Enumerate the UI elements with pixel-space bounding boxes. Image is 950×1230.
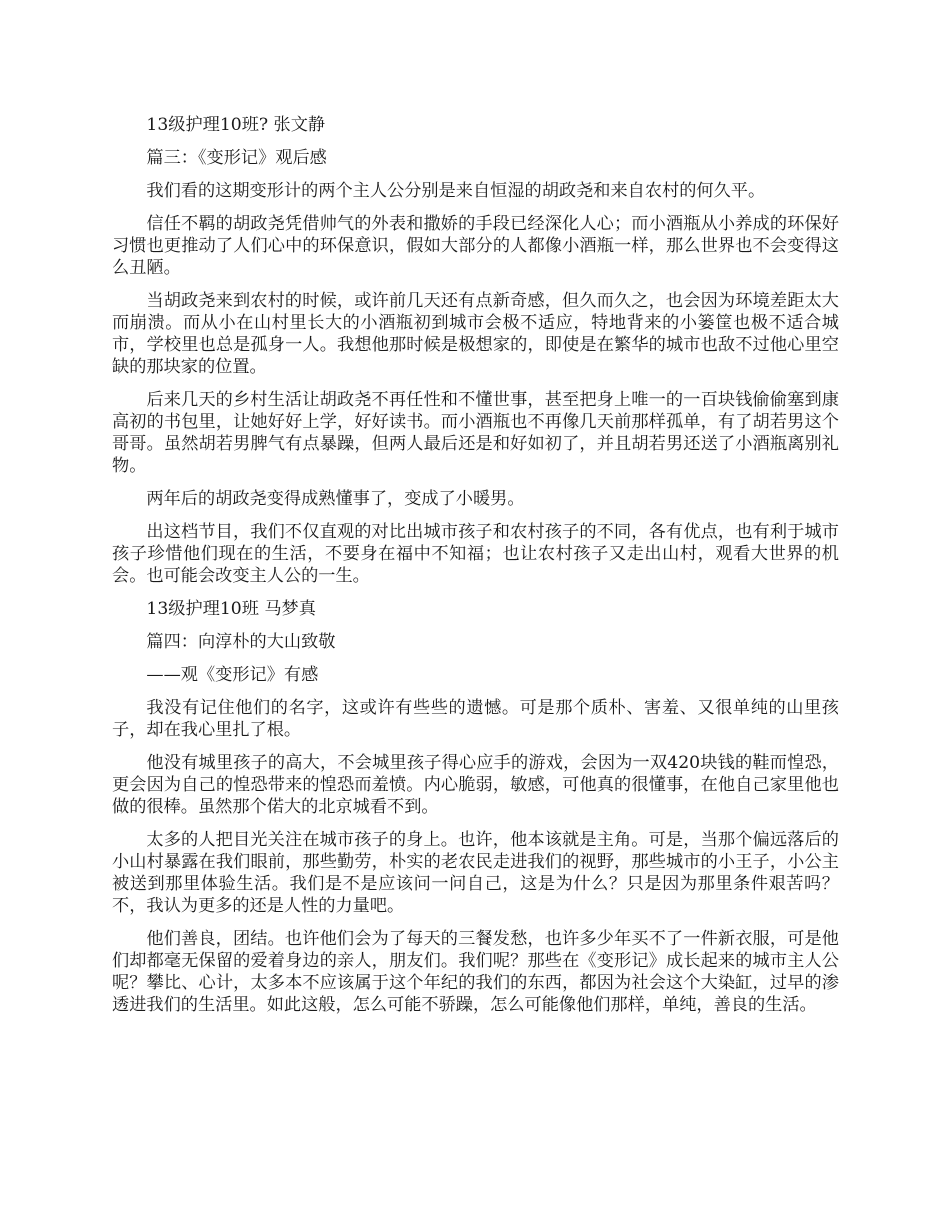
body-paragraph: 两年后的胡政尧变得成熟懂事了，变成了小暖男。	[146, 489, 525, 509]
body-paragraph: 太多的人把目光关注在城市孩子的身上。也许，他本该就是主角。可是，当那个偏远落后的小山村暴露在我们眼前，那些勤劳，朴实的老农民走进我们的视野，那些城市的小王子，小公主被送到那里体验生活。我们是不是应该问一问自己，这是为什么？只是因为那里条件艰苦吗？不，我认为更多的还是人性的力量吧。	[112, 830, 839, 916]
body-paragraph: 我没有记住他们的名字，这或许有些些的遗憾。可是那个质朴、害羞、又很单纯的山里孩子，却在我心里扎了根。	[112, 698, 839, 740]
author-line: 13级护理10班? 张文静	[146, 115, 326, 135]
body-paragraph: 他们善良，团结。也许他们会为了每天的三餐发愁，也许多少年买不了一件新衣服，可是他们却都毫无保留的爱着身边的亲人，朋友们。我们呢？那些在《变形记》成长起来的城市主人公呢？攀比、心计，太多本不应该属于这个年纪的我们的东西，都因为社会这个大染缸，过早的渗透进我们的生活里。如此这般，怎么可能不骄躁，怎么可能像他们那样，单纯，善良的生活。	[112, 929, 839, 1015]
body-paragraph: 后来几天的乡村生活让胡政尧不再任性和不懂世事，甚至把身上唯一的一百块钱偷偷塞到康高初的书包里，让她好好上学，好好读书。而小酒瓶也不再像几天前那样孤单，有了胡若男这个哥哥。虽然胡若男脾气有点暴躁，但两人最后还是和好如初了，并且胡若男还送了小酒瓶离别礼物。	[112, 390, 839, 476]
section-title: 篇四：向淳朴的大山致敬	[146, 632, 336, 652]
body-paragraph: 信任不羁的胡政尧凭借帅气的外表和撒娇的手段已经深化人心；而小酒瓶从小养成的环保好习惯也更推动了人们心中的环保意识，假如大部分的人都像小酒瓶一样，那么世界也不会变得这么丑陋。	[112, 214, 839, 278]
section-subtitle: ——观《变形记》有感	[146, 665, 319, 685]
section-title: 篇三：《变形记》观后感	[146, 148, 327, 168]
document-page	[112, 114, 839, 1027]
body-paragraph: 出这档节目，我们不仅直观的对比出城市孩子和农村孩子的不同，各有优点，也有利于城市孩子珍惜他们现在的生活，不要身在福中不知福；也让农村孩子又走出山村，观看大世界的机会。也可能会改变主人公的一生。	[112, 522, 839, 586]
body-paragraph: 当胡政尧来到农村的时候，或许前几天还有点新奇感，但久而久之，也会因为环境差距太大而崩溃。而从小在山村里长大的小酒瓶初到城市会极不适应，特地背来的小篓筐也极不适合城市，学校里也总是孤身一人。我想他那时候是极想家的，即使是在繁华的城市也敌不过他心里空缺的那块家的位置。	[112, 291, 839, 377]
body-paragraph: 我们看的这期变形计的两个主人公分别是来自恒湿的胡政尧和来自农村的何久平。	[146, 181, 766, 201]
author-line: 13级护理10班 马梦真	[146, 599, 316, 619]
body-paragraph: 他没有城里孩子的高大，不会城里孩子得心应手的游戏，会因为一双420块钱的鞋而惶恐，更会因为自己的惶恐带来的惶恐而羞愤。内心脆弱，敏感，可他真的很懂事，在他自己家里他也做的很棒。虽然那个偌大的北京城看不到。	[112, 753, 839, 817]
